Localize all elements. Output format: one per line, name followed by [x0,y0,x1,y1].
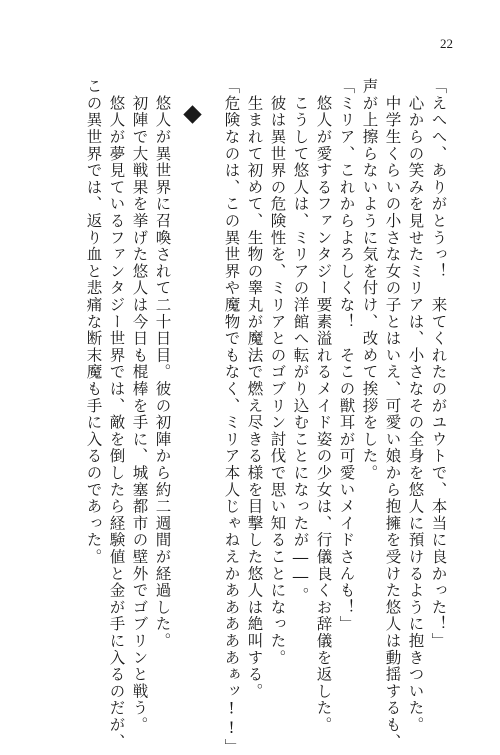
text-column-1: 「えへへ、ありがとうっ！ 来てくれたのがユウトで、本当に良かった！」 [429,78,448,650]
text-column-2: 心からの笑みを見せたミリアは、小さなその全身を悠人に預けるように抱きついた。 [406,78,425,734]
text-column-4: 声が上擦らないように気を付け、改めて挨拶をした。 [360,78,379,482]
text-column-8: 彼は異世界の危険性を、ミリアとのゴブリン討伐で思い知ることになった。 [268,78,287,666]
text-column-11: 悠人が異世界に召喚されて二十日目。彼の初陣から約二週間が経過した。 [153,78,172,650]
text-column-14: この異世界では、返り血と悲痛な断末魔も手に入るのであった。 [84,78,103,566]
text-column-5: 「ミリア、これからよろしくな！ そこの獣耳が可愛いメイドさんも！」 [337,78,356,633]
page-number: 22 [440,36,453,51]
diamond-icon [183,105,201,123]
text-column-12: 初陣で大戦果を挙げた悠人は今日も棍棒を手に、城塞都市の壁外でゴブリンと戦う。 [130,78,149,734]
text-column-7: こうして悠人は、ミリアの洋館へ転がり込むことになったが――。 [291,78,310,604]
text-column-6: 悠人が愛するファンタジー要素溢れるメイド姿の少女は、行儀良くお辞儀を返した。 [314,78,333,734]
text-column-3: 中学生くらいの小さな女の子とはいえ、可愛い娘から抱擁を受けた悠人は動揺するも、 [383,78,402,750]
text-column-10: 「危険なのは、この異世界や魔物でもなく、ミリア本人じゃねえかあああああぁッ!!」 [222,78,241,755]
text-column-9: 生まれて初めて、生物の睾丸が魔法で燃え尽きる様を目撃した悠人は絶叫する。 [245,78,264,700]
text-column-13: 悠人が夢見ているファンタジー世界では、敵を倒したら経験値と金が手に入るのだが、 [107,78,126,750]
